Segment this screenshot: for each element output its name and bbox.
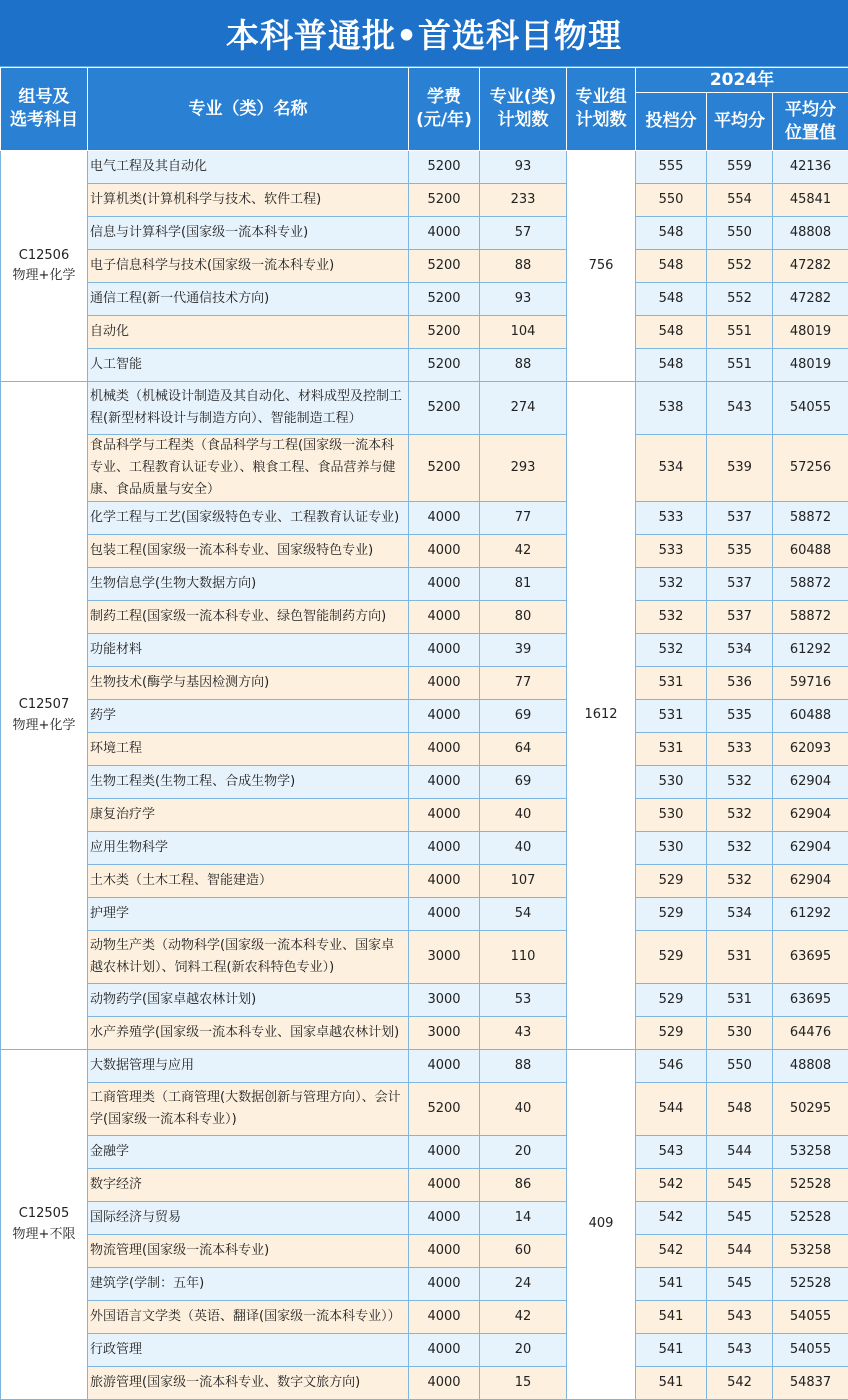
avg-score: 543	[707, 382, 773, 435]
plan-count: 80	[480, 601, 567, 634]
header-group-line1: 组号及	[19, 87, 70, 107]
fee: 4000	[409, 1202, 480, 1235]
table-row	[1, 435, 848, 502]
plan-count: 15	[480, 1367, 567, 1400]
avg-score: 535	[707, 700, 773, 733]
table-row	[1, 832, 848, 865]
tou-score: 529	[636, 1017, 707, 1050]
fee: 5200	[409, 382, 480, 435]
plan-count: 69	[480, 766, 567, 799]
table-row	[1, 766, 848, 799]
tou-score: 546	[636, 1050, 707, 1083]
tou-score: 548	[636, 217, 707, 250]
major-name: 应用生物科学	[88, 832, 409, 865]
header-group-plan	[567, 68, 636, 151]
table-row	[1, 382, 848, 435]
tou-score: 532	[636, 601, 707, 634]
major-name: 生物工程类(生物工程、合成生物学)	[88, 766, 409, 799]
tou-score: 542	[636, 1169, 707, 1202]
rank-value: 54055	[773, 382, 848, 435]
fee: 4000	[409, 634, 480, 667]
rank-value: 54837	[773, 1367, 848, 1400]
avg-score: 545	[707, 1268, 773, 1301]
fee: 5200	[409, 250, 480, 283]
avg-score: 544	[707, 1136, 773, 1169]
tou-score: 548	[636, 316, 707, 349]
rank-value: 47282	[773, 250, 848, 283]
rank-value: 48808	[773, 1050, 848, 1083]
plan-count: 40	[480, 799, 567, 832]
plan-count: 42	[480, 535, 567, 568]
fee: 4000	[409, 1367, 480, 1400]
header-tou: 投档分	[636, 93, 707, 151]
major-name: 动物生产类（动物科学(国家级一流本科专业、国家卓越农林计划）、饲料工程(新农科特色专业）)	[88, 931, 409, 984]
fee: 3000	[409, 1017, 480, 1050]
tou-score: 530	[636, 799, 707, 832]
tou-score: 548	[636, 349, 707, 382]
major-name: 行政管理	[88, 1334, 409, 1367]
fee: 4000	[409, 898, 480, 931]
plan-count: 77	[480, 667, 567, 700]
rank-value: 60488	[773, 535, 848, 568]
table-row	[1, 568, 848, 601]
header-group-plan-line1: 专业组	[576, 87, 627, 107]
tou-score: 531	[636, 700, 707, 733]
major-name: 化学工程与工艺(国家级特色专业、工程教育认证专业)	[88, 502, 409, 535]
header-fee-line1: 学费	[427, 87, 461, 107]
table-row	[1, 184, 848, 217]
table-row	[1, 1334, 848, 1367]
plan-count: 88	[480, 250, 567, 283]
fee: 4000	[409, 1050, 480, 1083]
rank-value: 58872	[773, 502, 848, 535]
avg-score: 552	[707, 250, 773, 283]
group-plan: 1612	[567, 382, 636, 1050]
plan-count: 104	[480, 316, 567, 349]
rank-value: 63695	[773, 984, 848, 1017]
group-subjects: 物理+化学	[1, 266, 87, 286]
major-name: 包装工程(国家级一流本科专业、国家级特色专业)	[88, 535, 409, 568]
plan-count: 110	[480, 931, 567, 984]
header-fee-line2: (元/年)	[416, 110, 472, 130]
table-row	[1, 799, 848, 832]
rank-value: 52528	[773, 1169, 848, 1202]
tou-score: 532	[636, 568, 707, 601]
plan-count: 274	[480, 382, 567, 435]
fee: 5200	[409, 349, 480, 382]
group-code: C12507	[1, 695, 87, 715]
table-row	[1, 1268, 848, 1301]
table-row	[1, 1136, 848, 1169]
avg-score: 554	[707, 184, 773, 217]
tou-score: 530	[636, 832, 707, 865]
admission-table	[0, 67, 848, 1400]
plan-count: 40	[480, 1083, 567, 1136]
fee: 4000	[409, 700, 480, 733]
avg-score: 534	[707, 634, 773, 667]
plan-count: 293	[480, 435, 567, 502]
major-name: 土木类（土木工程、智能建造）	[88, 865, 409, 898]
plan-count: 93	[480, 283, 567, 316]
tou-score: 541	[636, 1334, 707, 1367]
avg-score: 530	[707, 1017, 773, 1050]
fee: 5200	[409, 283, 480, 316]
major-name: 物流管理(国家级一流本科专业)	[88, 1235, 409, 1268]
avg-score: 539	[707, 435, 773, 502]
header-fee	[409, 68, 480, 151]
major-name: 信息与计算科学(国家级一流本科专业)	[88, 217, 409, 250]
group-cell	[1, 151, 88, 382]
rank-value: 47282	[773, 283, 848, 316]
header-rank-line2: 位置值	[785, 123, 836, 143]
avg-score: 543	[707, 1301, 773, 1334]
table-row	[1, 700, 848, 733]
rank-value: 62904	[773, 832, 848, 865]
group-code: C12506	[1, 246, 87, 266]
avg-score: 550	[707, 1050, 773, 1083]
rank-value: 42136	[773, 151, 848, 184]
rank-value: 63695	[773, 931, 848, 984]
tou-score: 534	[636, 435, 707, 502]
table-row	[1, 1202, 848, 1235]
rank-value: 45841	[773, 184, 848, 217]
avg-score: 536	[707, 667, 773, 700]
plan-count: 88	[480, 349, 567, 382]
fee: 4000	[409, 832, 480, 865]
tou-score: 533	[636, 535, 707, 568]
tou-score: 538	[636, 382, 707, 435]
plan-count: 88	[480, 1050, 567, 1083]
major-name: 环境工程	[88, 733, 409, 766]
rank-value: 53258	[773, 1235, 848, 1268]
fee: 5200	[409, 184, 480, 217]
table-row	[1, 316, 848, 349]
major-name: 机械类（机械设计制造及其自动化、材料成型及控制工程(新型材料设计与制造方向）、智能制造工程）	[88, 382, 409, 435]
plan-count: 20	[480, 1334, 567, 1367]
tou-score: 530	[636, 766, 707, 799]
fee: 3000	[409, 984, 480, 1017]
rank-value: 62904	[773, 766, 848, 799]
table-row	[1, 283, 848, 316]
major-name: 国际经济与贸易	[88, 1202, 409, 1235]
fee: 4000	[409, 1301, 480, 1334]
rank-value: 52528	[773, 1202, 848, 1235]
tou-score: 541	[636, 1301, 707, 1334]
tou-score: 542	[636, 1235, 707, 1268]
tou-score: 548	[636, 283, 707, 316]
table-row	[1, 502, 848, 535]
table-row	[1, 634, 848, 667]
avg-score: 531	[707, 931, 773, 984]
tou-score: 543	[636, 1136, 707, 1169]
page-title: 本科普通批•首选科目物理	[0, 0, 848, 67]
major-name: 计算机类(计算机科学与技术、软件工程)	[88, 184, 409, 217]
fee: 5200	[409, 1083, 480, 1136]
group-plan: 409	[567, 1050, 636, 1400]
fee: 4000	[409, 1235, 480, 1268]
plan-count: 69	[480, 700, 567, 733]
major-name: 电气工程及其自动化	[88, 151, 409, 184]
avg-score: 531	[707, 984, 773, 1017]
rank-value: 59716	[773, 667, 848, 700]
header-group	[1, 68, 88, 151]
tou-score: 529	[636, 931, 707, 984]
avg-score: 551	[707, 316, 773, 349]
fee: 4000	[409, 865, 480, 898]
avg-score: 532	[707, 799, 773, 832]
avg-score: 544	[707, 1235, 773, 1268]
rank-value: 58872	[773, 601, 848, 634]
fee: 4000	[409, 1334, 480, 1367]
rank-value: 58872	[773, 568, 848, 601]
plan-count: 14	[480, 1202, 567, 1235]
avg-score: 543	[707, 1334, 773, 1367]
table-row	[1, 535, 848, 568]
rank-value: 52528	[773, 1268, 848, 1301]
major-name: 水产养殖学(国家级一流本科专业、国家卓越农林计划)	[88, 1017, 409, 1050]
tou-score: 529	[636, 865, 707, 898]
major-name: 食品科学与工程类（食品科学与工程(国家级一流本科专业、工程教育认证专业）、粮食工程、食品营养与健康、食品质量与安全）	[88, 435, 409, 502]
tou-score: 531	[636, 733, 707, 766]
table-row	[1, 1083, 848, 1136]
header-rank	[773, 93, 848, 151]
fee: 5200	[409, 151, 480, 184]
group-subjects: 物理+化学	[1, 716, 87, 736]
tou-score: 542	[636, 1202, 707, 1235]
fee: 4000	[409, 766, 480, 799]
rank-value: 53258	[773, 1136, 848, 1169]
avg-score: 532	[707, 832, 773, 865]
plan-count: 53	[480, 984, 567, 1017]
table-row	[1, 667, 848, 700]
tou-score: 541	[636, 1367, 707, 1400]
tou-score: 532	[636, 634, 707, 667]
plan-count: 81	[480, 568, 567, 601]
header-plan	[480, 68, 567, 151]
header-avg: 平均分	[707, 93, 773, 151]
table-row	[1, 151, 848, 184]
plan-count: 40	[480, 832, 567, 865]
plan-count: 24	[480, 1268, 567, 1301]
plan-count: 54	[480, 898, 567, 931]
plan-count: 57	[480, 217, 567, 250]
major-name: 护理学	[88, 898, 409, 931]
rank-value: 62904	[773, 865, 848, 898]
plan-count: 93	[480, 151, 567, 184]
avg-score: 537	[707, 502, 773, 535]
rank-value: 54055	[773, 1334, 848, 1367]
table-body	[1, 151, 848, 1400]
table-row	[1, 217, 848, 250]
plan-count: 39	[480, 634, 567, 667]
fee: 4000	[409, 502, 480, 535]
rank-value: 62093	[773, 733, 848, 766]
rank-value: 60488	[773, 700, 848, 733]
table-row	[1, 1050, 848, 1083]
tou-score: 531	[636, 667, 707, 700]
plan-count: 60	[480, 1235, 567, 1268]
plan-count: 64	[480, 733, 567, 766]
table-row	[1, 250, 848, 283]
fee: 5200	[409, 316, 480, 349]
header-plan-line1: 专业(类)	[490, 87, 557, 107]
table-row	[1, 931, 848, 984]
tou-score: 541	[636, 1268, 707, 1301]
avg-score: 535	[707, 535, 773, 568]
major-name: 功能材料	[88, 634, 409, 667]
avg-score: 534	[707, 898, 773, 931]
avg-score: 545	[707, 1169, 773, 1202]
fee: 4000	[409, 1136, 480, 1169]
tou-score: 533	[636, 502, 707, 535]
major-name: 大数据管理与应用	[88, 1050, 409, 1083]
table-row	[1, 601, 848, 634]
table-header	[1, 68, 848, 151]
group-cell	[1, 382, 88, 1050]
header-plan-line2: 计划数	[498, 110, 549, 130]
rank-value: 48808	[773, 217, 848, 250]
header-group-line2: 选考科目	[10, 110, 78, 130]
avg-score: 545	[707, 1202, 773, 1235]
header-year: 2024年	[636, 68, 848, 93]
major-name: 数字经济	[88, 1169, 409, 1202]
plan-count: 86	[480, 1169, 567, 1202]
avg-score: 537	[707, 601, 773, 634]
fee: 4000	[409, 568, 480, 601]
header-rank-line1: 平均分	[785, 100, 836, 120]
fee: 4000	[409, 535, 480, 568]
major-name: 动物药学(国家卓越农林计划)	[88, 984, 409, 1017]
tou-score: 544	[636, 1083, 707, 1136]
fee: 4000	[409, 1169, 480, 1202]
table-row	[1, 349, 848, 382]
fee: 4000	[409, 601, 480, 634]
fee: 4000	[409, 667, 480, 700]
major-name: 制药工程(国家级一流本科专业、绿色智能制药方向)	[88, 601, 409, 634]
major-name: 生物技术(酶学与基因检测方向)	[88, 667, 409, 700]
rank-value: 57256	[773, 435, 848, 502]
major-name: 康复治疗学	[88, 799, 409, 832]
header-major: 专业（类）名称	[88, 68, 409, 151]
table-row	[1, 1301, 848, 1334]
avg-score: 551	[707, 349, 773, 382]
table-row	[1, 1235, 848, 1268]
avg-score: 542	[707, 1367, 773, 1400]
table-row	[1, 1367, 848, 1400]
header-group-plan-line2: 计划数	[576, 110, 627, 130]
tou-score: 529	[636, 898, 707, 931]
rank-value: 62904	[773, 799, 848, 832]
rank-value: 48019	[773, 349, 848, 382]
group-subjects: 物理+不限	[1, 1225, 87, 1245]
rank-value: 48019	[773, 316, 848, 349]
major-name: 生物信息学(生物大数据方向)	[88, 568, 409, 601]
group-code: C12505	[1, 1204, 87, 1224]
group-plan: 756	[567, 151, 636, 382]
avg-score: 537	[707, 568, 773, 601]
avg-score: 559	[707, 151, 773, 184]
fee: 4000	[409, 1268, 480, 1301]
table-row	[1, 1169, 848, 1202]
tou-score: 550	[636, 184, 707, 217]
avg-score: 552	[707, 283, 773, 316]
plan-count: 77	[480, 502, 567, 535]
fee: 4000	[409, 217, 480, 250]
fee: 3000	[409, 931, 480, 984]
major-name: 工商管理类（工商管理(大数据创新与管理方向）、会计学(国家级一流本科专业）)	[88, 1083, 409, 1136]
major-name: 电子信息科学与技术(国家级一流本科专业)	[88, 250, 409, 283]
major-name: 旅游管理(国家级一流本科专业、数字文旅方向)	[88, 1367, 409, 1400]
rank-value: 61292	[773, 898, 848, 931]
plan-count: 20	[480, 1136, 567, 1169]
table-row	[1, 1017, 848, 1050]
major-name: 通信工程(新一代通信技术方向)	[88, 283, 409, 316]
table-row	[1, 865, 848, 898]
major-name: 自动化	[88, 316, 409, 349]
group-cell	[1, 1050, 88, 1400]
fee: 5200	[409, 435, 480, 502]
plan-count: 43	[480, 1017, 567, 1050]
major-name: 金融学	[88, 1136, 409, 1169]
avg-score: 532	[707, 865, 773, 898]
rank-value: 64476	[773, 1017, 848, 1050]
rank-value: 54055	[773, 1301, 848, 1334]
avg-score: 532	[707, 766, 773, 799]
tou-score: 529	[636, 984, 707, 1017]
table-row	[1, 984, 848, 1017]
avg-score: 550	[707, 217, 773, 250]
major-name: 药学	[88, 700, 409, 733]
avg-score: 548	[707, 1083, 773, 1136]
table-row	[1, 898, 848, 931]
major-name: 外国语言文学类（英语、翻译(国家级一流本科专业））	[88, 1301, 409, 1334]
plan-count: 42	[480, 1301, 567, 1334]
table-row	[1, 733, 848, 766]
plan-count: 233	[480, 184, 567, 217]
major-name: 人工智能	[88, 349, 409, 382]
rank-value: 50295	[773, 1083, 848, 1136]
major-name: 建筑学(学制：五年)	[88, 1268, 409, 1301]
fee: 4000	[409, 733, 480, 766]
avg-score: 533	[707, 733, 773, 766]
tou-score: 548	[636, 250, 707, 283]
tou-score: 555	[636, 151, 707, 184]
fee: 4000	[409, 799, 480, 832]
rank-value: 61292	[773, 634, 848, 667]
plan-count: 107	[480, 865, 567, 898]
